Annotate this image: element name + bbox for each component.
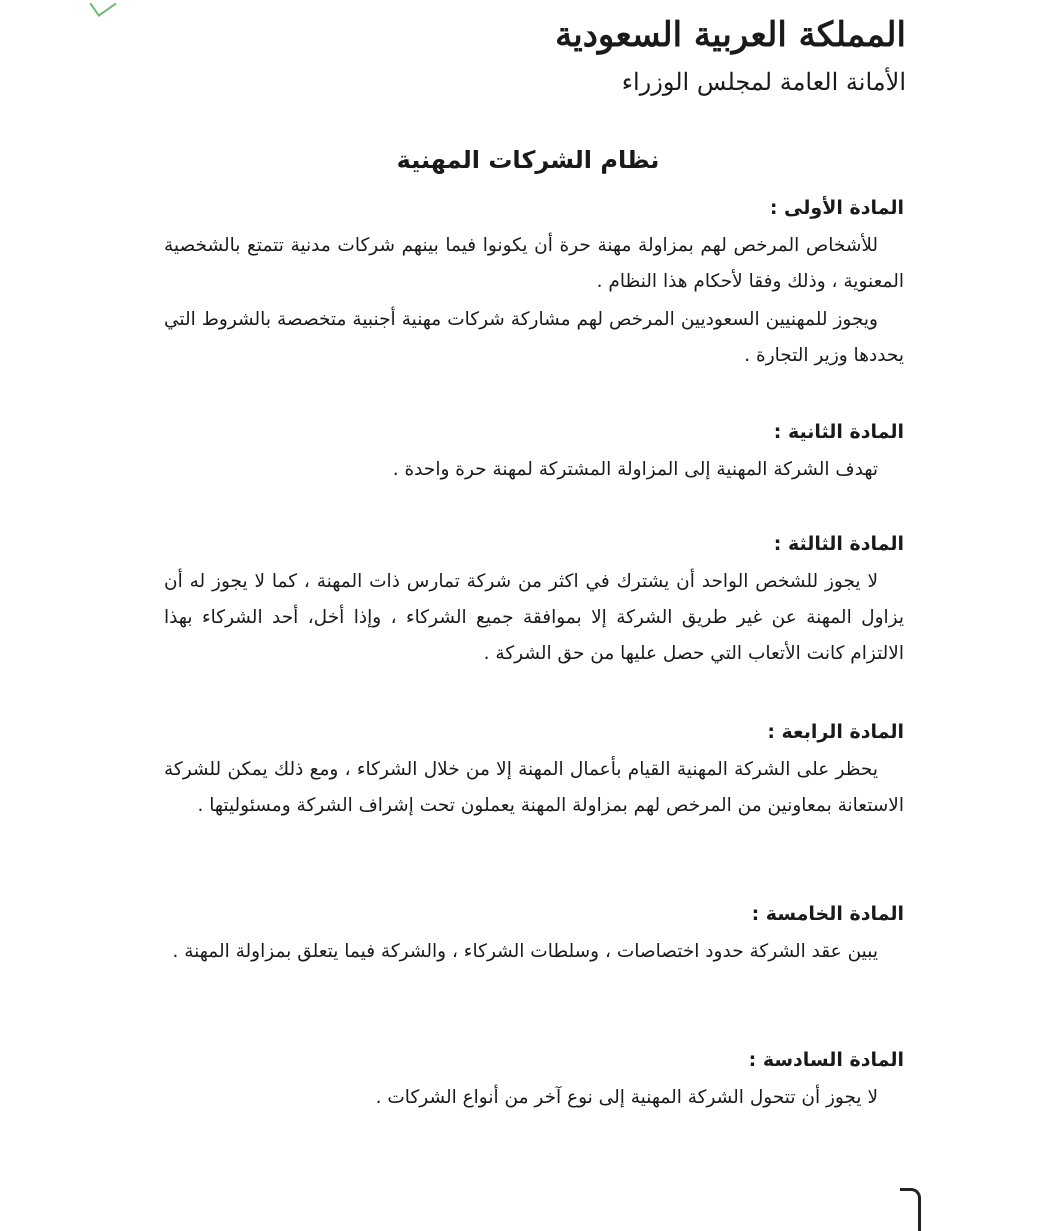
- article-2: [164, 414, 904, 488]
- article-heading: المادة الثانية :: [773, 421, 904, 443]
- document-title: نظام الشركات المهنية: [396, 146, 660, 174]
- letterhead-kingdom: المملكة العربية السعودية: [555, 15, 906, 55]
- article-heading: المادة السادسة :: [748, 1049, 904, 1071]
- article-1: [164, 190, 904, 374]
- article-paragraph: لا يجوز للشخص الواحد أن يشترك في اكثر من شركة تمارس ذات المهنة ، كما لا يجوز له أن يزاول المهنة عن غير طريق الشركة إلا بموافقة جميع الشركاء ، وإذا أخل، أحد الشركاء بهذا الالتزام كانت الأتعاب التي حصل عليها من حق الشركة .: [164, 571, 904, 664]
- article-3: [164, 526, 904, 672]
- article-paragraph: يبين عقد الشركة حدود اختصاصات ، وسلطات الشركاء ، والشركة فيما يتعلق بمزاولة المهنة .: [172, 941, 878, 962]
- article-heading: المادة الخامسة :: [751, 903, 904, 925]
- letterhead: [555, 6, 906, 100]
- article-paragraph: ويجوز للمهنيين السعوديين المرخص لهم مشاركة شركات مهنية أجنبية متخصصة بالشروط التي يحددها وزير التجارة .: [164, 309, 904, 366]
- article-heading: المادة الرابعة :: [767, 721, 904, 743]
- article-paragraph: يحظر على الشركة المهنية القيام بأعمال المهنة إلا من خلال الشركاء ، ومع ذلك يمكن للشركة الاستعانة بمعاونين من المرخص لهم بمزاولة المهنة يعملون تحت إشراف الشركة ومسئوليتها .: [164, 759, 904, 816]
- article-heading: المادة الأولى :: [769, 197, 904, 219]
- article-6: [164, 1042, 904, 1116]
- article-paragraph: لا يجوز أن تتحول الشركة المهنية إلى نوع آخر من أنواع الشركات .: [375, 1087, 878, 1108]
- article-heading: المادة الثالثة :: [773, 533, 904, 555]
- page-corner-bracket: [900, 1188, 921, 1231]
- article-paragraph: تهدف الشركة المهنية إلى المزاولة المشتركة لمهنة حرة واحدة .: [392, 459, 878, 480]
- corner-mark: [89, 0, 116, 17]
- letterhead-secretariat: الأمانة العامة لمجلس الوزراء: [621, 68, 906, 96]
- article-5: [164, 896, 904, 970]
- article-paragraph: للأشخاص المرخص لهم بمزاولة مهنة حرة أن يكونوا فيما بينهم شركات مدنية تتمتع بالشخصية المعنوية ، وذلك وفقا لأحكام هذا النظام .: [164, 235, 904, 292]
- article-4: [164, 714, 904, 824]
